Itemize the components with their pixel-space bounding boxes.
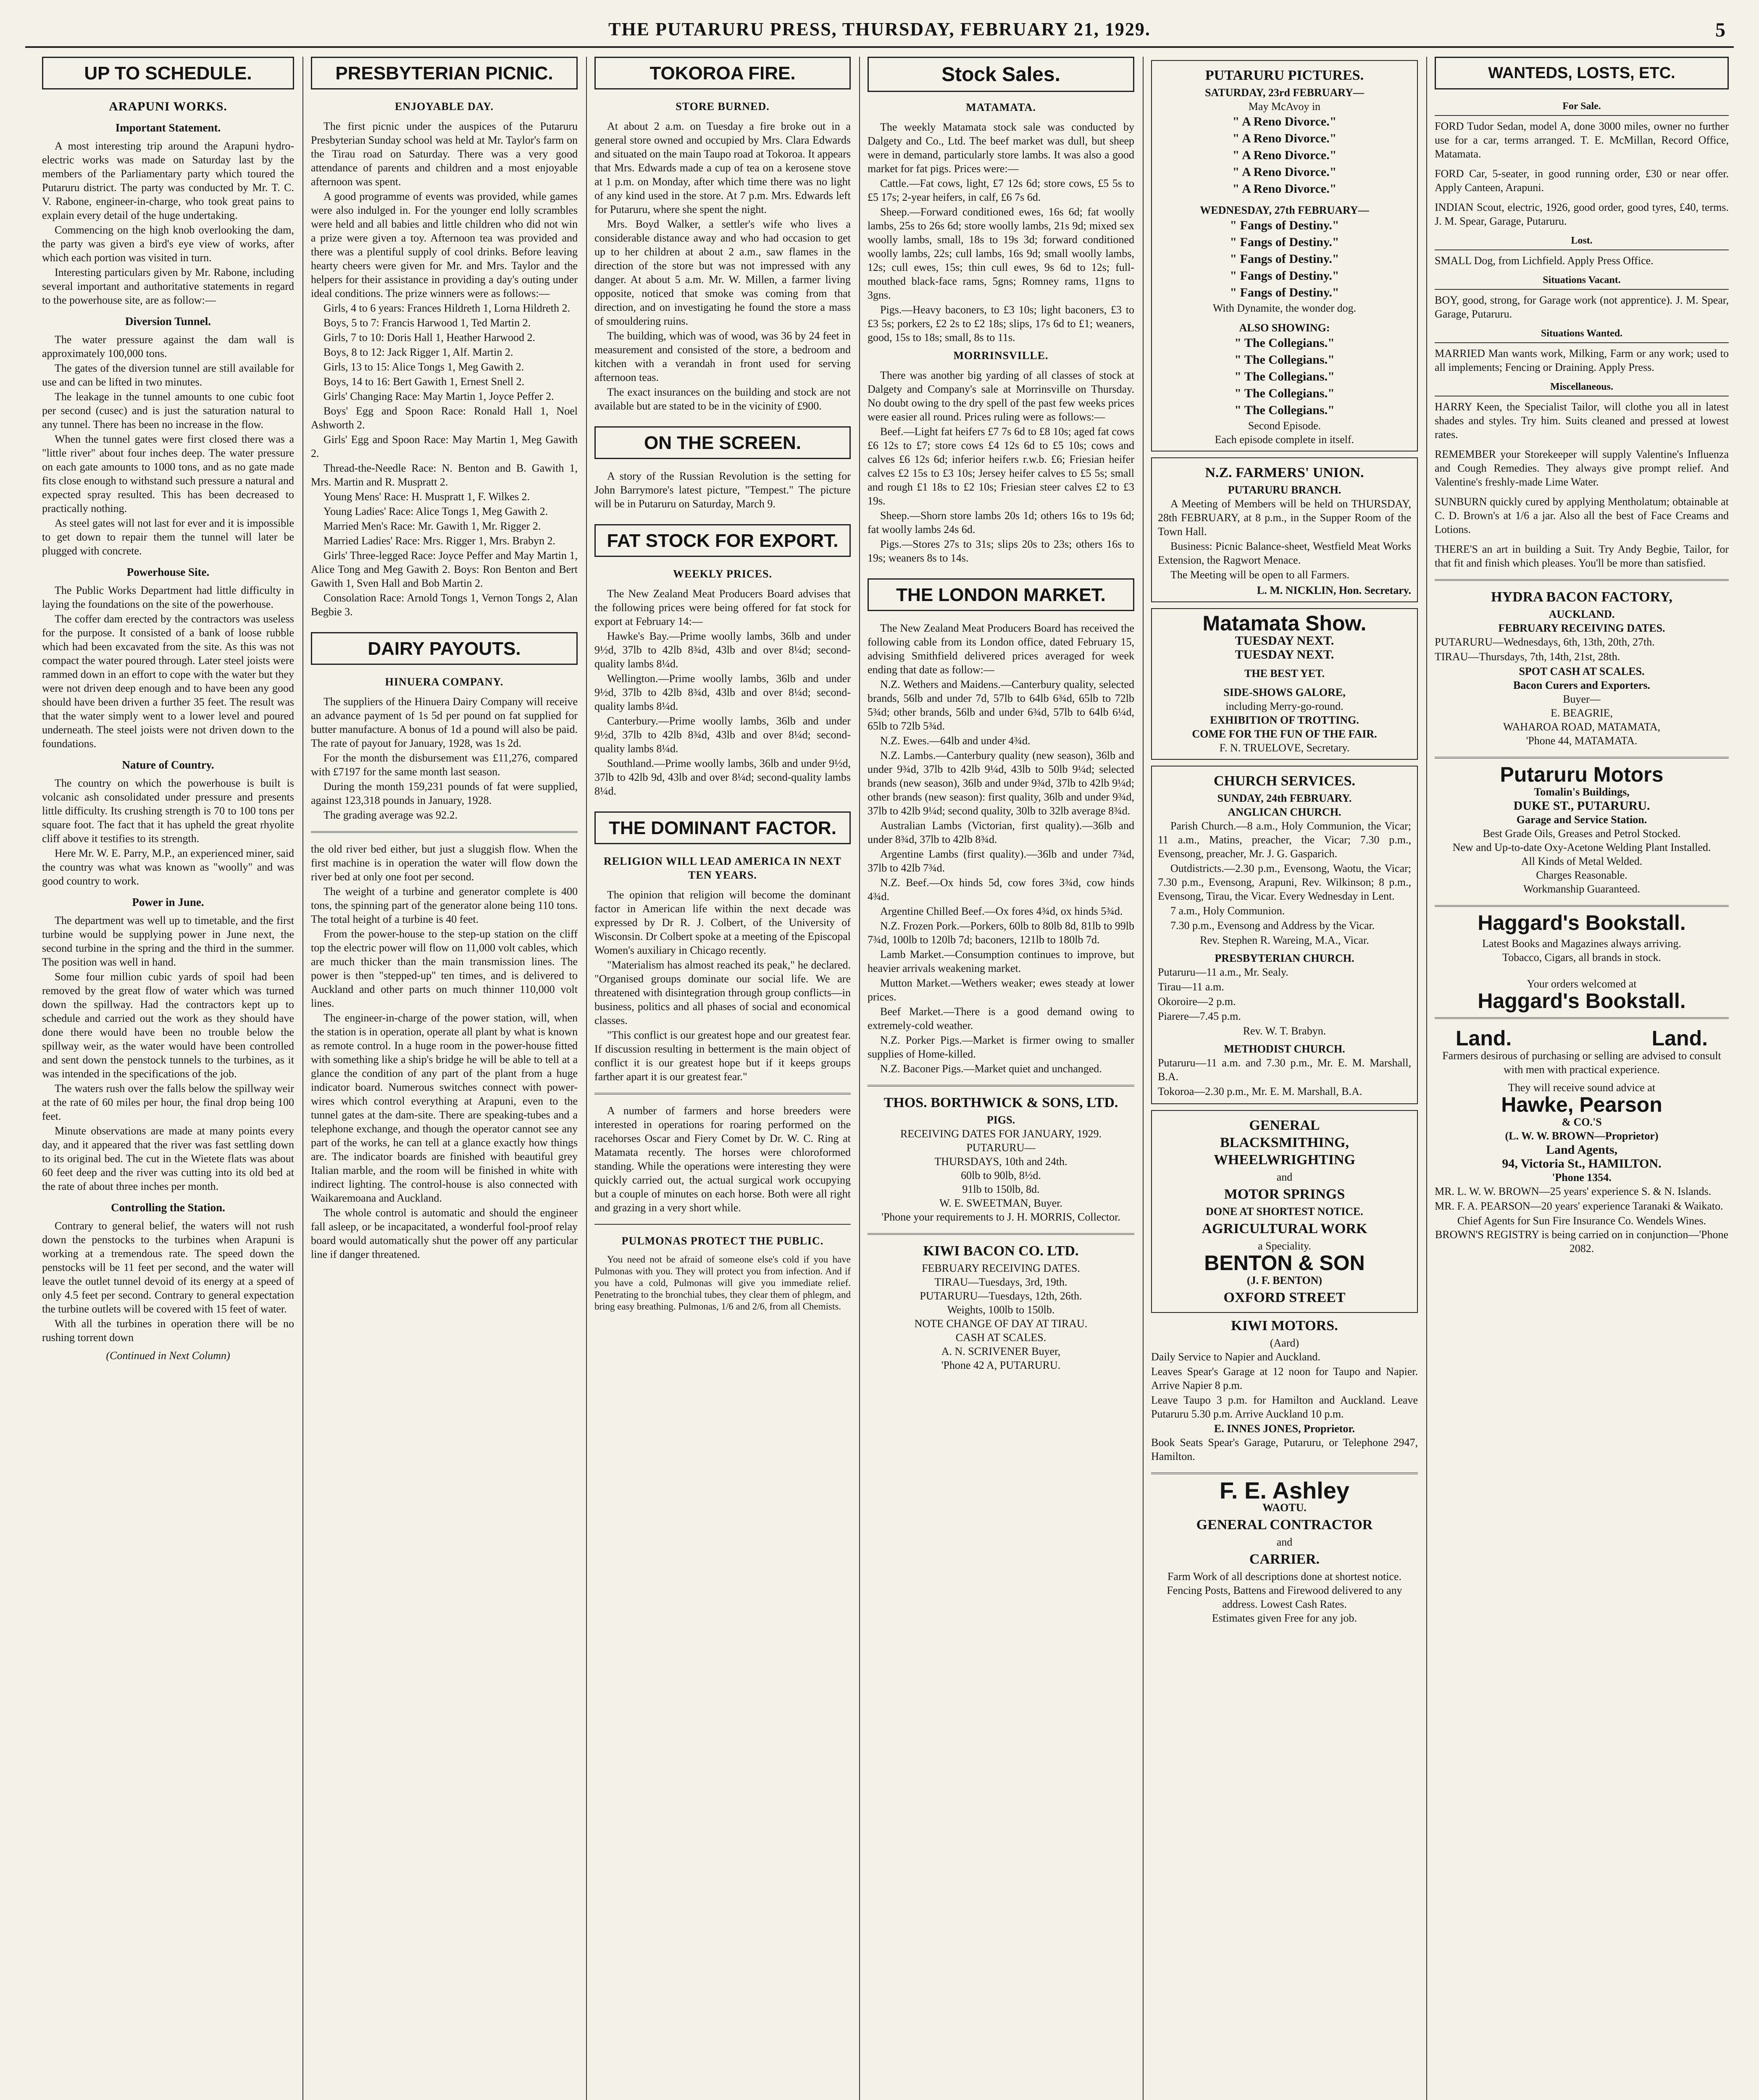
classified-ad: SMALL Dog, from Lichfield. Apply Press Office. (1435, 255, 1654, 267)
advert-line: 60lb to 90lb, 8½d. (961, 1169, 1041, 1181)
advert-line: GENERAL (1249, 1118, 1320, 1133)
advert-heading: Land. (1456, 1026, 1512, 1050)
paragraph: N.Z. Lambs.—Canterbury quality (new season), 36lb and under 9¾d, 37lb to 42lb 9¼d, 43lb to 50lb 9¼d; selected brands (new season), 36lb and under 9¾d, 37lb to 42lb 9¼d; other brands (new season): first quality, 36lb and under 9¾d, 37lb to 42lb 9¼d; second quality, 30lb to 32lb average 8¾d. (868, 749, 1134, 817)
advert-line: 'Phone 44, MATAMATA. (1526, 735, 1638, 747)
paragraph: Australian Lambs (Victorian, first quality).—36lb and under 8¾d, 37lb to 42lb 8¾d. (868, 819, 1134, 845)
advert-line: Tomalin's Buildings, (1534, 786, 1630, 798)
film-title: " The Collegians." (1234, 370, 1335, 383)
advert-line: With Dynamite, the wonder dog. (1212, 302, 1357, 314)
paragraph: Pigs.—Heavy baconers, to £3 10s; light baconers, £3 to £3 5s; porkers, £2 2s to £2 18s; slips, 17s 6d to £1; weaners, good, 15s to 18s; small, 8s to 11s. (868, 304, 1134, 344)
article-headline: TOKOROA FIRE. (594, 57, 851, 89)
advert-line: CASH AT SCALES. (955, 1331, 1046, 1344)
film-title: " The Collegians." (1234, 353, 1335, 367)
section-heading: Nature of Country. (122, 759, 214, 771)
advert-line: NOTE CHANGE OF DAY AT TIRAU. (914, 1318, 1088, 1330)
film-title: " The Collegians." (1234, 336, 1335, 350)
hydra-bacon-advert (1435, 590, 1729, 748)
article-subhead: ENJOYABLE DAY. (394, 100, 494, 113)
paragraph: Contrary to general belief, the waters will not rush down the penstocks to the turbines when Arapuni is working at a tremendous rate. The speed down the penstocks will be 11 feet per second, and the water will leave the outlet tunnel devoid of its energy at a speed of only 4.5 feet per second. Contrary to general expectation the turbine outlets will be covered with 15 feet of water. (42, 1220, 294, 1315)
result-line: Boys' Egg and Spoon Race: Ronald Hall 1, Noel Ashworth 2. (311, 405, 578, 431)
paragraph: Pigs.—Stores 27s to 31s; slips 20s to 23s; others 16s to 19s; weaners 8s to 14s. (868, 538, 1134, 564)
result-line: Boys, 14 to 16: Bert Gawith 1, Ernest Snell 2. (323, 375, 525, 388)
paragraph: When the tunnel gates were first closed there was a "little river" about four inches deep. The water pressure on each gate amounts to 1000 tons, and as no gate made fits close enough to withstand such pressure a natural and expected spray resulted. This has been decreased to practically nothing. (42, 433, 294, 514)
advert-line: Tobacco, Cigars, all brands in stock. (1502, 951, 1661, 963)
film-title: " The Collegians." (1234, 403, 1335, 417)
paragraph: "This conflict is our greatest hope and our greatest fear. If discussion resulting in betterment is the main object of conflict it is our greatest hope but if it keeps groups farther apart it is our greatest fear." (594, 1029, 851, 1083)
result-line: Married Ladies' Race: Mrs. Rigger 1, Mrs. Brabyn 2. (323, 535, 556, 547)
advert-line: ALSO SHOWING: (1239, 322, 1330, 334)
advert-line: FEBRUARY RECEIVING DATES. (1498, 622, 1665, 634)
advert-heading: Putaruru Motors (1500, 763, 1664, 786)
article-headline: DAIRY PAYOUTS. (311, 632, 578, 665)
advert-line: COME FOR THE FUN OF THE FAIR. (1192, 728, 1377, 740)
farmers-union-advert (1151, 457, 1418, 602)
paragraph: N.Z. Frozen Pork.—Porkers, 60lb to 80lb 8d, 81lb to 99lb 7¾d, 100lb to 120lb 7d; baconers, 121lb to 180lb 7d. (868, 920, 1134, 946)
advert-line: AUCKLAND. (1549, 608, 1615, 620)
ashley-advert (1151, 1477, 1418, 1625)
column-1 (42, 57, 294, 2100)
benton-advert (1151, 1110, 1418, 1313)
classifieds-headline: WANTEDS, LOSTS, ETC. (1435, 57, 1729, 89)
advert-line: WAHAROA ROAD, MATAMATA, (1503, 721, 1661, 733)
paragraph: Leaves Spear's Garage at 12 noon for Taupo and Napier. Arrive Napier 8 p.m. (1151, 1365, 1418, 1391)
advert-heading: Matamata Show. (1202, 612, 1367, 635)
advert-line: PIGS. (986, 1114, 1015, 1126)
advert-line: Estimates given Free for any job. (1212, 1612, 1357, 1624)
paragraph: The suppliers of the Hinuera Dairy Company will receive an advance payment of 1s 5d per pound on fat supplied for butter manufacture. A bonus of 1d a pound will also be paid. The rate of payout for January, 1928, was 1s 2d. (311, 696, 578, 749)
paragraph: The leakage in the tunnel amounts to one cubic foot per second (cusec) and is just the saturation natural to any tunnel. There has been no increase in the flow. (42, 391, 294, 430)
advert-line: MR. F. A. PEARSON—20 years' experience Taranaki & Waikato. (1435, 1200, 1723, 1212)
article-headline: THE DOMINANT FACTOR. (594, 811, 851, 844)
advert-line: Best Grade Oils, Greases and Petrol Stocked. (1483, 827, 1681, 840)
paragraph: A good programme of events was provided, while games were also indulged in. For the younger end lolly scrambles were held and all babies and little children who did not win a prize were given a toy. Afternoon tea was provided and there was a plentiful supply of cool drinks. Before leaving hearty cheers were given for Mr. and Mrs. Taylor and the helpers for their assistance in providing a day's outing under ideal conditions. The prize winners were as follows:— (311, 190, 578, 299)
advert-heading: HYDRA BACON FACTORY, (1491, 589, 1672, 605)
paragraph: For the month the disbursement was £11,276, compared with £7197 for the same month last season. (311, 752, 578, 778)
advert-line: a Speciality. (1258, 1240, 1311, 1252)
advert-line: CARRIER. (1249, 1551, 1320, 1567)
advert-heading: KIWI MOTORS. (1231, 1318, 1338, 1334)
article-subhead: RELIGION WILL LEAD AMERICA IN NEXT TEN YEARS. (604, 855, 841, 881)
advert-line: TUESDAY NEXT. (1235, 634, 1334, 648)
classified-ad: MARRIED Man wants work, Milking, Farm or any work; used to all implements; Fencing or Draining. Apply Press. (1435, 347, 1729, 373)
advert-line: Bacon Curers and Exporters. (1513, 679, 1650, 691)
column-4 (868, 57, 1134, 2100)
advert-heading: PUTARURU PICTURES. (1205, 68, 1364, 83)
article-headline: PRESBYTERIAN PICNIC. (311, 57, 578, 89)
classified-category: Situations Wanted. (1435, 327, 1729, 343)
article-subhead: MORRINSVILLE. (953, 349, 1049, 362)
paragraph: The Meeting will be open to all Farmers. (1170, 569, 1350, 581)
classified-ad: SUNBURN quickly cured by applying Mentholatum; obtainable at C. D. Brown's at 1/6 a jar. Also all the best of Face Creams and Lotions. (1435, 496, 1729, 536)
paragraph: The Public Works Department had little difficulty in laying the foundations on the site of the powerhouse. (42, 584, 294, 610)
advert-heading: Haggard's Bookstall. (1478, 911, 1686, 934)
advert-line: EXHIBITION OF TROTTING. (1210, 714, 1359, 726)
paragraph: From the power-house to the step-up station on the cliff top the electric power will flow on 11,000 volt cables, which are much thicker than the main transmission lines. The power is then "stepped-up" ten times, and is delivered to Auckland and other parts on much thinner 110,000 volt lines. (311, 928, 578, 1009)
article-subhead: STORE BURNED. (676, 100, 770, 113)
result-line: Girls' Egg and Spoon Race: May Martin 1, Meg Gawith 2. (311, 433, 578, 459)
advert-line: PUTARURU—Tuesdays, 12th, 26th. (920, 1290, 1082, 1302)
paragraph: The exact insurances on the building and stock are not available but are stated to be in the vicinity of £900. (594, 386, 851, 412)
advert-heading: CHURCH SERVICES. (1214, 773, 1355, 789)
paragraph: Beef.—Light fat heifers £7 7s 6d to £8 10s; aged fat cows £6 12s to £7; store cows £4 12s 6d to £5 10s; cows and calves £6 12s 6d; inferior heifers r.w.b. £6; Friesian heifer calves £2 15s to £3 10s; Jersey heifer calves to £5 5s; small and rough £1 18s to £2 10s; Friesian steer calves £2 to £3 19s. (868, 425, 1134, 507)
article-headline: UP TO SCHEDULE. (42, 57, 294, 89)
result-line: Boys, 5 to 7: Francis Harwood 1, Ted Martin 2. (323, 317, 531, 329)
paragraph: At about 2 a.m. on Tuesday a fire broke out in a general store owned and occupied by Mrs. Clara Edwards and situated on the main Taupo road at Tokoroa. It appears that Mrs. Edwards made a cup of tea on a kerosene stove at 1 p.m. on Monday, after which time there was no light of any kind used in the store. At 7 p.m. Mrs. Edwards left for Putaruru, where she spent the night. (594, 120, 851, 215)
advert-line: PRESBYTERIAN CHURCH. (1215, 952, 1354, 964)
advert-line: & CO.'S (1562, 1116, 1602, 1128)
paragraph: The opinion that religion will become the dominant factor in American life within the next decade was expressed by Dr R. J. Colbert, of the University of Wisconsin. Dr Colbert spoke at a meeting of the Episcopal Women's auxiliary in Chicago recently. (594, 889, 851, 956)
film-title: " A Reno Divorce." (1232, 165, 1337, 179)
advert-heading: N.Z. FARMERS' UNION. (1205, 465, 1364, 480)
paragraph: The coffer dam erected by the contractors was useless for the purpose. It consisted of a bank of loose rubble which had been excavated from the site. As this was not compact the water poured through. Later steel joists were rammed down in an effort to cope with the water but they were not driven deep enough and to have been any good should have been driven a further 35 feet. The result was that the water simply went to a lower level and poured underneath. The steel joists were not driven down to the foundations. (42, 613, 294, 750)
advert-line: W. E. SWEETMAN, Buyer. (939, 1197, 1062, 1209)
kiwi-motors-advert (1151, 1319, 1418, 1463)
result-line: Thread-the-Needle Race: N. Benton and B. Gawith 1, Mrs. Martin and R. Muspratt 2. (311, 462, 578, 488)
advert-line: SUNDAY, 24th FEBRUARY. (1217, 792, 1352, 804)
land-advert (1435, 1028, 1729, 1255)
paragraph: The waters rush over the falls below the spillway weir at the rate of 60 miles per hour, the final drop being 100 feet. (42, 1082, 294, 1122)
paragraph: The New Zealand Meat Producers Board advises that the following prices were being offered for fat stock for export at February 14:— (594, 588, 851, 627)
paragraph: A Meeting of Members will be held on THURSDAY, 28th FEBRUARY, at 8 p.m., in the Supper Room of the Town Hall. (1158, 498, 1411, 538)
paragraph: There was another big yarding of all classes of stock at Dalgety and Company's sale at Morrinsville on Thursday. No doubt owing to the dry spell of the past few weeks prices were easier all round. Prices ruling were as follows:— (868, 369, 1134, 423)
advert-heading: Land. (1651, 1026, 1708, 1050)
putaruru-motors-advert (1435, 763, 1729, 896)
advert-line: Farm Work of all descriptions done at shortest notice. (1167, 1570, 1402, 1583)
paragraph: "Materialism has almost reached its peak," he declared. "Organised groups dominate our social life. We are threatened with disintegration through group conflicts—in business, politics and all phases of social and economical classes. (594, 959, 851, 1026)
paragraph: Here Mr. W. E. Parry, M.P., an experienced miner, said the country was what was known as "woolly" and was good country to work. (42, 847, 294, 887)
classified-category: Situations Vacant. (1435, 273, 1729, 290)
paragraph: The whole control is automatic and should the engineer fall asleep, or be incapacitated, a wonderful fool-proof relay board would automatically shut the power off any particular line if danger threatened. (311, 1207, 578, 1260)
advert-line: OXFORD STREET (1223, 1290, 1346, 1305)
show-advert (1151, 608, 1418, 760)
paragraph: Mrs. Boyd Walker, a settler's wife who lives a considerable distance away and who had occasion to get up to her children at about 2 a.m., saw flames in the direction of the store but was not impressed with any danger. At about 5 a.m. Mr. W. Millen, a farmer living opposite, noticed that smoke was coming from that direction, and on investigating he found the store a mass of smouldering ruins. (594, 218, 851, 327)
paragraph: N.Z. Wethers and Maidens.—Canterbury quality, selected brands, 56lb and under 7d, 57lb to 64lb 6¾d, 65lb to 72lb 5¾d; other brands, 56lb and under 6¾d, 57lb to 64lb 6¼d, 65lb to 72lb 5¾d. (868, 678, 1134, 732)
article-subhead: ARAPUNI WORKS. (109, 100, 227, 113)
advert-line: BROWN'S REGISTRY is being carried on in conjunction—'Phone 2082. (1435, 1228, 1729, 1255)
paragraph: A number of farmers and horse breeders were interested in operations for roaring performed on the racehorses Oscar and Fiery Comet by Dr. W. C. Ring at Matamata recently. The horses were chloroformed standing. While the operations were interesting they were quickly carried out, the actual surgical work occupying but a couple of minutes on each horse. Both were all right and grazing in a very short while. (594, 1105, 851, 1214)
page-number: 5 (1715, 19, 1725, 41)
advert-heading: THOS. BORTHWICK & SONS, LTD. (883, 1095, 1118, 1110)
article-headline: THE LONDON MARKET. (868, 578, 1134, 611)
paragraph: As steel gates will not last for ever and it is impossible to get down to repair them the tunnel will later be plugged with concrete. (42, 517, 294, 557)
section-heading: Diversion Tunnel. (125, 315, 211, 328)
advert-heading: KIWI BACON CO. LTD. (923, 1243, 1079, 1259)
borthwick-advert (868, 1096, 1134, 1224)
advert-line: (J. F. BENTON) (1246, 1274, 1323, 1286)
column-rule (586, 57, 587, 2100)
advert-line: May McAvoy in (1248, 100, 1321, 113)
paragraph: Piarere—7.45 p.m. (1158, 1010, 1241, 1022)
advert-line: MR. L. W. W. BROWN—25 years' experience S. & N. Islands. (1435, 1185, 1712, 1197)
advert-line: Fencing Posts, Battens and Firewood delivered to any address. Lowest Cash Rates. (1167, 1584, 1402, 1610)
paragraph: Commencing on the high knob overlooking the dam, the party was given a bird's eye view of works, after which each portion was visited in turn. (42, 224, 294, 264)
advert-heading: BENTON & SON (1204, 1251, 1365, 1275)
film-title: " A Reno Divorce." (1232, 182, 1337, 196)
advert-line: E. BEAGRIE, (1550, 707, 1613, 719)
advert-line: BLACKSMITHING, (1220, 1135, 1349, 1150)
advert-line: AGRICULTURAL WORK (1202, 1221, 1367, 1236)
result-line: Girls' Three-legged Race: Joyce Peffer and May Martin 1, Alice Tong and Meg Gawith 2. Boys: Ron Benton and Bert Gawith 1, Sven Hall and Bob Martin 2. (311, 549, 578, 589)
advert-line: DUKE ST., PUTARURU. (1513, 799, 1650, 813)
result-line: Married Men's Race: Mr. Gawith 1, Mr. Rigger 2. (323, 520, 541, 532)
advert-line: SATURDAY, 23rd FEBRUARY— (1205, 87, 1364, 99)
paragraph: The New Zealand Meat Producers Board has received the following cable from its London office, dated February 15, advising Smithfield delivered prices averaged for week ending that date as follow:— (868, 622, 1134, 676)
advert-line: Latest Books and Magazines always arriving. (1482, 937, 1681, 950)
advert-line: Charges Reasonable. (1536, 869, 1628, 881)
advert-line: Your orders welcomed at (1527, 978, 1637, 990)
result-line: Young Ladies' Race: Alice Tongs 1, Meg Gawith 2. (323, 505, 548, 517)
film-title: " Fangs of Destiny." (1230, 235, 1339, 249)
result-line: Boys, 8 to 12: Jack Rigger 1, Alf. Martin 2. (323, 346, 513, 358)
paragraph: N.Z. Ewes.—64lb and under 4¾d. (880, 735, 1031, 747)
paragraph: During the month 159,231 pounds of fat were supplied, against 123,318 pounds in January, 1928. (311, 780, 578, 806)
classified-category: Lost. (1435, 234, 1729, 250)
paragraph: The gates of the diversion tunnel are still available for use and can be lifted in two minutes. (42, 362, 294, 388)
result-line: Girls, 13 to 15: Alice Tongs 1, Meg Gawith 2. (323, 361, 524, 373)
advert-line: METHODIST CHURCH. (1224, 1043, 1345, 1055)
paragraph: Daily Service to Napier and Auckland. (1151, 1351, 1320, 1363)
pictures-advert (1151, 60, 1418, 452)
classified-ad: REMEMBER your Storekeeper will supply Valentine's Influenza and Cough Remedies. They always give prompt relief. And Valentine's freshly-made Lime Water. (1435, 448, 1729, 488)
advert-line: Land Agents, (1546, 1143, 1618, 1157)
result-line: Young Mens' Race: H. Muspratt 1, F. Wilkes 2. (323, 491, 530, 503)
advert-line: SPOT CASH AT SCALES. (1519, 665, 1645, 677)
advert-line: A. N. SCRIVENER Buyer, (941, 1345, 1061, 1357)
paragraph: The country on which the powerhouse is built is volcanic ash consolidated under pressure and presents little difficulty. Its crushing strength is 70 to 100 tons per square foot. The fact that it has upheld the great rhyolite cliff above it testifies to its strength. (42, 777, 294, 845)
advert-line: E. INNES JONES, Proprietor. (1214, 1423, 1355, 1435)
paragraph: Wellington.—Prime woolly lambs, 36lb and under 9½d, 37lb to 42lb 8¾d, 43lb and over 8¼d; second-quality lambs 8¼d. (594, 672, 851, 712)
advert-heading: Haggard's Bookstall. (1478, 989, 1686, 1013)
article-subhead: WEEKLY PRICES. (673, 568, 773, 580)
advert-line: (Aard) (1270, 1337, 1299, 1349)
article-headline: Stock Sales. (868, 57, 1134, 92)
masthead (25, 13, 1734, 48)
result-line: Consolation Race: Arnold Tongs 1, Vernon Tongs 2, Alan Begbie 3. (311, 592, 578, 618)
paragraph: Sheep.—Forward conditioned ewes, 16s 6d; fat woolly lambs, 25s to 26s 6d; store woolly lambs, 21s 9d; mixed sex woolly lambs, small, 18s to 19s 3d; forward conditioned woolly lambs, 22s; cull lambs, 16s 9d; small woolly lambs, 12s; cull ewes, 15s; thin cull ewes, 9s 6d to 12s; full-mouthed black-face rams, 5gns; Romney rams, 11gns to 3gns. (868, 206, 1134, 301)
paragraph: The engineer-in-charge of the power station, will, when the station is in operation, operate all plant by what is known as remote control. In a huge room in the power-house fitted with something like a ship's bridge he will be able to tell at a glance the condition of any part of the plant from a huge indicator board. Numerous switches connect with power-wires which control everything at Arapuni, even to the tunnel gates at the dam-site. There are speaking-tubes and a telephone exchange, and though the operator cannot see any part of the works, he can tell at a glance exactly how things are. The indicator boards are finished with beautiful grey Italian marble, and the room will be finished in white with indirect lighting. The control-house is also connected with Waikaremoana and Auckland. (311, 1012, 578, 1204)
advert-text: You need not be afraid of someone else's cold if you have Pulmonas with you. They will protect you from infection. And if you have a cold, Pulmonas will give you immediate relief. Penetrating to the bronchial tubes, they clear them of phlegm, and bring easy breathing. Pulmonas, 1/6 and 2/6, from all Chemists. (594, 1254, 851, 1312)
advert-line: 'Phone 1354. (1552, 1171, 1612, 1184)
film-title: " A Reno Divorce." (1232, 115, 1337, 129)
paragraph: Putaruru—11 a.m. and 7.30 p.m., Mr. E. M. Marshall, B.A. (1158, 1057, 1411, 1083)
film-title: " The Collegians." (1234, 386, 1335, 400)
advert-line: Buyer— (1563, 693, 1601, 705)
paragraph: A story of the Russian Revolution is the setting for John Barrymore's latest picture, "Tempest." The picture will be in Putaruru on Saturday, March 9. (594, 470, 851, 510)
section-heading: Controlling the Station. (111, 1201, 225, 1214)
section-heading: Powerhouse Site. (126, 566, 210, 578)
article-subhead: MATAMATA. (966, 101, 1036, 113)
advert-line: WAOTU. (1262, 1502, 1307, 1514)
paragraph: Argentine Chilled Beef.—Ox fores 4¾d, ox hinds 5¾d. (880, 905, 1123, 917)
paragraph: With all the turbines in operation there will be no rushing torrent down (42, 1318, 294, 1344)
advert-line: 91lb to 150lb, 8d. (962, 1183, 1040, 1195)
advert-line: All Kinds of Metal Welded. (1521, 855, 1643, 867)
advert-line: 'Phone your requirements to J. H. MORRIS, Collector. (881, 1211, 1120, 1223)
advert-line: 94, Victoria St., HAMILTON. (1502, 1157, 1662, 1171)
column-2 (311, 57, 578, 2100)
column-rule (859, 57, 860, 2100)
signature: L. M. NICKLIN, Hon. Secretary. (1257, 584, 1411, 596)
article-headline: ON THE SCREEN. (594, 426, 851, 459)
article-headline: FAT STOCK FOR EXPORT. (594, 524, 851, 557)
paragraph: The building, which was of wood, was 36 by 24 feet in measurement and consisted of the store, a bedroom and kitchen with a verandah in front used for serving afternoon teas. (594, 330, 851, 383)
paragraph: The grading average was 92.2. (323, 809, 458, 821)
paragraph: Outdistricts.—2.30 p.m., Evensong, Waotu, the Vicar; 7.30 p.m., Evensong, Arapuni, Rev. Wilkinson; 8 p.m., Evensong, Tirau, the Vicar. Every Wednesday in Lent. (1158, 862, 1411, 902)
paragraph: Mutton Market.—Wethers weaker; ewes steady at lower prices. (868, 977, 1134, 1003)
paragraph: N.Z. Porker Pigs.—Market is firmer owing to smaller supplies of Home-killed. (868, 1034, 1134, 1060)
film-title: " A Reno Divorce." (1232, 148, 1337, 162)
column-6 (1435, 57, 1729, 2100)
advert-line: TIRAU—Thursdays, 7th, 14th, 21st, 28th. (1435, 651, 1620, 663)
paragraph: Minute observations are made at many points every day, and it appeared that the river was fast settling down to its original bed. The cut in the Wietete flats was about 60 feet deep and the river was cutting into its old bed at the rate of about three inches per month. (42, 1125, 294, 1192)
film-title: " Fangs of Destiny." (1230, 269, 1339, 283)
classified-ad: THERE'S an art in building a Suit. Try Andy Begbie, Tailor, for that fit and finish which pleases. You'll be more than satisfied. (1435, 543, 1729, 569)
advert-line: including Merry-go-round. (1225, 700, 1344, 712)
paragraph: Southland.—Prime woolly lambs, 36lb and under 9½d, 37lb to 42lb 9d, 43lb and over 8¼d; second-quality lambs 8¼d. (594, 757, 851, 797)
classified-category: Miscellaneous. (1435, 380, 1729, 396)
classified-ad: FORD Car, 5-seater, in good running order, £30 or near offer. Apply Canteen, Arapuni. (1435, 168, 1729, 194)
advert-line: TIRAU—Tuesdays, 3rd, 19th. (934, 1276, 1067, 1288)
result-line: Girls, 7 to 10: Doris Hall 1, Heather Harwood 2. (323, 331, 536, 344)
advert-line: Chief Agents for Sun Fire Insurance Co. Wendels Wines. (1457, 1215, 1706, 1227)
advert-heading: PULMONAS PROTECT THE PUBLIC. (621, 1235, 824, 1247)
result-line: Girls, 4 to 6 years: Frances Hildreth 1, Lorna Hildreth 2. (323, 302, 571, 314)
kiwi-bacon-advert (868, 1244, 1134, 1372)
classified-ad: INDIAN Scout, electric, 1926, good order, good tyres, £40, terms. J. M. Spear, Garage, Putaruru. (1435, 201, 1729, 227)
classified-ad: FORD Tudor Sedan, model A, done 3000 miles, owner no further use for a car, terms arranged. T. E. McMillan, Record Office, Matamata. (1435, 120, 1729, 160)
paragraph: Putaruru—11 a.m., Mr. Sealy. (1158, 966, 1288, 978)
paragraph: the old river bed either, but just a sluggish flow. When the first machine is in operation the water will flow down the river bed at only one foot per second. (311, 843, 578, 883)
paragraph: Parish Church.—8 a.m., Holy Communion, the Vicar; 11 a.m., Matins, preacher, the Vicar; 7.30 p.m., Evensong, preacher, Mr. J. G. Gasparich. (1158, 820, 1411, 860)
paragraph: Sheep.—Shorn store lambs 20s 1d; others 16s to 19s 6d; fat woolly lambs 24s 6d. (868, 509, 1134, 536)
advert-line: Second Episode. (1248, 420, 1321, 432)
haggards-advert (1435, 911, 1729, 1013)
advert-line: Workmanship Guaranteed. (1523, 883, 1641, 895)
church-services (1151, 766, 1418, 1104)
column-rule (1143, 57, 1144, 2100)
paragraph: The weight of a turbine and generator complete is 400 tons, the spinning part of the generator alone being 110 tons. The total height of a turbine is 40 feet. (311, 885, 578, 925)
column-rule (302, 57, 303, 2100)
advert-line: Rev. Stephen R. Wareing, M.A., Vicar. (1200, 934, 1369, 946)
advert-line: 'Phone 42 A, PUTARURU. (941, 1359, 1061, 1371)
advert-line: WHEELWRIGHTING (1214, 1152, 1355, 1168)
signature: F. N. TRUELOVE, Secretary. (1219, 742, 1350, 754)
column-5 (1151, 57, 1418, 2100)
paragraph: Some four million cubic yards of spoil had been removed by the great flow of water which was turned down the spillway. Had the contractors kept up to schedule and carried out the work as they should have done there would have been no trouble below the spillway weir, as the water would have been controlled and sent down the penstock tunnels to the turbines, as it was intended in the specifications of the job. (42, 971, 294, 1080)
advert-line: ANGLICAN CHURCH. (1228, 806, 1341, 818)
advert-line: WEDNESDAY, 27th FEBRUARY— (1200, 204, 1369, 216)
advert-line: SIDE-SHOWS GALORE, (1223, 686, 1346, 698)
result-line: Girls' Changing Race: May Martin 1, Joyce Peffer 2. (323, 390, 554, 402)
advert-line: RECEIVING DATES FOR JANUARY, 1929. (900, 1128, 1102, 1140)
advert-line: GENERAL CONTRACTOR (1196, 1517, 1373, 1533)
article-subhead: Important Statement. (115, 121, 221, 134)
paragraph: Tirau—11 a.m. (1158, 981, 1224, 993)
paragraph: N.Z. Beef.—Ox hinds 5d, cow fores 3¾d, cow hinds 4¾d. (868, 877, 1134, 903)
paragraph: Tokoroa—2.30 p.m., Mr. E. M. Marshall, B.A. (1158, 1085, 1362, 1097)
paragraph: Hawke's Bay.—Prime woolly lambs, 36lb and under 9½d, 37lb to 42lb 8¾d, 43lb and over 8¼d; second-quality lambs 8¼d. (594, 630, 851, 670)
paragraph: Leave Taupo 3 p.m. for Hamilton and Auckland. Leave Putaruru 5.30 p.m. Arrive Auckland 10 p.m. (1151, 1394, 1418, 1420)
classified-ad: HARRY Keen, the Specialist Tailor, will clothe you all in latest shades and styles. Try him. Suits cleaned and pressed at lowest rates. (1435, 401, 1729, 441)
paragraph: Argentine Lambs (first quality).—36lb and under 7¾d, 37lb to 42lb 7¾d. (868, 848, 1134, 874)
classified-ad: BOY, good, strong, for Garage work (not apprentice). J. M. Spear, Garage, Putaruru. (1435, 294, 1729, 320)
advert-line: FEBRUARY RECEIVING DATES. (922, 1262, 1080, 1274)
advert-line: PUTARURU— (966, 1142, 1036, 1154)
film-title: " Fangs of Destiny." (1230, 286, 1339, 299)
paragraph: Book Seats Spear's Garage, Putaruru, or Telephone 2947, Hamilton. (1151, 1436, 1418, 1462)
advert-heading: F. E. Ashley (1219, 1477, 1350, 1504)
film-title: " Fangs of Destiny." (1230, 218, 1339, 232)
paragraph: N.Z. Baconer Pigs.—Market quiet and unchanged. (880, 1063, 1102, 1075)
paragraph: The water pressure against the dam wall is approximately 100,000 tons. (42, 333, 294, 360)
paragraph: Okoroire—2 p.m. (1158, 995, 1236, 1008)
film-title: " A Reno Divorce." (1232, 131, 1337, 145)
paragraph: Beef Market.—There is a good demand owing to extremely-cold weather. (868, 1005, 1134, 1032)
advert-line: PUTARURU—Wednesdays, 6th, 13th, 20th, 27th. (1435, 636, 1655, 648)
paragraph: 7 a.m., Holy Communion. (1170, 905, 1285, 917)
advert-line: Garage and Service Station. (1516, 814, 1647, 826)
advert-line: Each episode complete in itself. (1215, 433, 1354, 446)
advert-line: New and Up-to-date Oxy-Acetone Welding Plant Installed. (1452, 841, 1711, 853)
paragraph: The weekly Matamata stock sale was conducted by Dalgety and Co., Ltd. The beef market was dull, but sheep were in demand, particularly store lambs. It was also a good market for fat pigs. Prices were:— (868, 121, 1134, 175)
paragraph: Cattle.—Fat cows, light, £7 12s 6d; store cows, £5 5s to £5 17s; 2-year heifers, in calf, £6 7s 6d. (868, 177, 1134, 203)
masthead-title: THE PUTARURU PRESS, THURSDAY, FEBRUARY 21, 1929. (608, 19, 1151, 39)
paragraph: 7.30 p.m., Evensong and Address by the Vicar. (1170, 919, 1375, 932)
paragraph: Lamb Market.—Consumption continues to improve, but heavier arrivals weakening market. (868, 948, 1134, 974)
advert-line: and (1276, 1171, 1293, 1183)
column-rule (1426, 57, 1427, 2100)
advert-line: Rev. W. T. Brabyn. (1243, 1025, 1326, 1037)
advert-heading: Hawke, Pearson (1501, 1093, 1662, 1116)
advert-line: and (1276, 1536, 1293, 1548)
film-title: " Fangs of Destiny." (1230, 252, 1339, 266)
paragraph: The first picnic under the auspices of the Putaruru Presbyterian Sunday school was held at Mr. Taylor's farm on the Tirau road on Saturday. There was a very good attendance of parents and children and a most enjoyable afternoon was spent. (311, 120, 578, 188)
advert-line: Farmers desirous of purchasing or selling are advised to consult with men with practical experience. (1442, 1050, 1721, 1076)
advert-line: THURSDAYS, 10th and 24th. (934, 1155, 1067, 1168)
paragraph: A most interesting trip around the Arapuni hydro-electric works was made on Saturday last by the members of the Parliamentary party which toured the Putaruru district. The party was conducted by Mr. T. C. V. Rabone, engineer-in-charge, who took great pains to explain every detail of the huge undertaking. (42, 140, 294, 221)
advert-line: THE BEST YET. (1244, 667, 1325, 680)
classified-category: For Sale. (1435, 100, 1729, 116)
paragraph: Business: Picnic Balance-sheet, Westfield Meat Works Extension, the Ragwort Menace. (1158, 540, 1411, 566)
column-3 (594, 57, 851, 2100)
advert-line: DONE AT SHORTEST NOTICE. (1206, 1205, 1363, 1218)
advert-line: They will receive sound advice at (1508, 1082, 1656, 1094)
advert-line: TUESDAY NEXT. (1235, 648, 1334, 662)
paragraph: Interesting particulars given by Mr. Rabone, including several important and authoritative statements in regard to the powerhouse site, are as follow:— (42, 266, 294, 306)
advert-line: MOTOR SPRINGS (1224, 1186, 1345, 1202)
article-subhead: HINUERA COMPANY. (385, 676, 504, 688)
advert-line: (L. W. W. BROWN—Proprietor) (1505, 1130, 1659, 1142)
advert-line: PUTARURU BRANCH. (1228, 484, 1341, 496)
advert-line: Weights, 100lb to 150lb. (947, 1304, 1055, 1316)
paragraph: Canterbury.—Prime woolly lambs, 36lb and under 9½d, 37lb to 42lb 8¾d, 43lb and over 8¼d; second-quality lambs 8¼d. (594, 715, 851, 755)
section-heading: Power in June. (132, 896, 204, 908)
continued-note: (Continued in Next Column) (106, 1349, 230, 1362)
paragraph: The department was well up to timetable, and the first turbine would be supplying power in June next, the second turbine in the spring and the third in the summer. The position was well in hand. (42, 914, 294, 968)
